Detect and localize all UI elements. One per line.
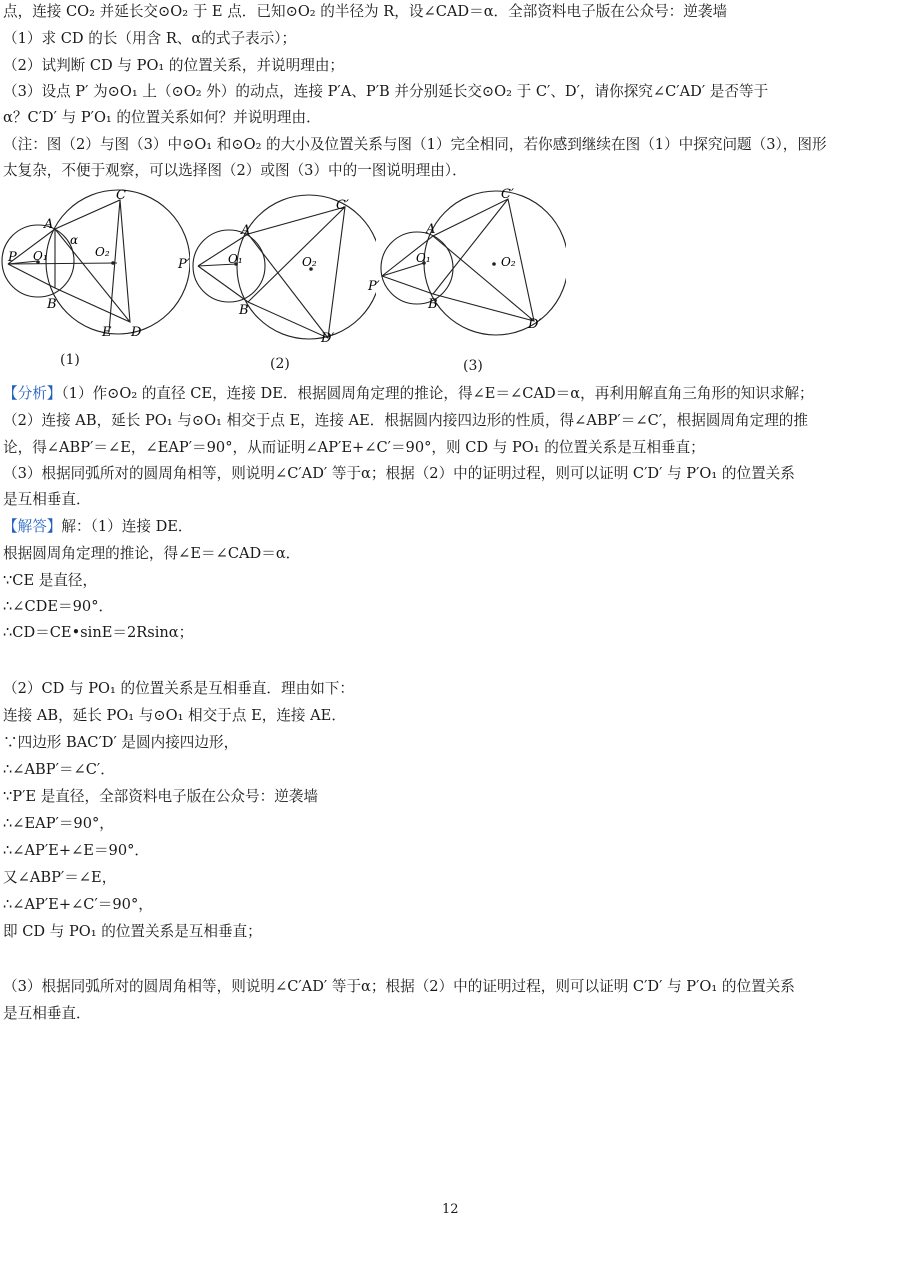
fig1-label-o1: O₁ — [33, 249, 48, 263]
figure-1-diagram — [0, 186, 190, 346]
fig1-label-e: E — [102, 325, 112, 340]
analysis-line-4: （3）根据同弧所对的圆周角相等，则说明∠C′AD′ 等于α；根据（2）中的证明过程，则可以证明 C′D′ 与 P′O₁ 的位置关系 — [3, 465, 795, 482]
figure-3-caption: (3) — [463, 358, 483, 374]
fig1-label-p: P — [8, 250, 17, 265]
fig2-label-c: C′ — [336, 198, 349, 213]
answer-line: 是互相垂直． — [3, 1005, 91, 1022]
fig1-label-b: B — [47, 297, 57, 312]
question-2: （2）试判断 CD 与 PO₁ 的位置关系，并说明理由； — [3, 57, 345, 74]
answer-line: ∵P′E 是直径，全部资料电子版在公众号：逆袭墙 — [3, 788, 318, 805]
fig3-label-b: B — [428, 297, 438, 312]
fig2-label-o1: O₁ — [228, 252, 243, 266]
answer-line: 又∠ABP′＝∠E， — [3, 869, 117, 886]
fig1-label-o2: O₂ — [95, 245, 110, 259]
analysis-text-1: （1）作⊙O₂ 的直径 CE，连接 DE．根据圆周角定理的推论，得∠E＝∠CAD＝α，再利用解直角三角形的知识求解； — [61, 385, 814, 402]
analysis-tag: 【分析】 — [3, 385, 62, 402]
fig3-label-d: D′ — [528, 317, 542, 332]
question-3-line-2: α？C′D′ 与 P′O₁ 的位置关系如何？并说明理由． — [3, 109, 321, 126]
answer-first: 解：（1）连接 DE． — [61, 518, 193, 535]
answer-line: ∴∠EAP′＝90°， — [3, 815, 114, 832]
analysis-line-1 — [3, 384, 814, 404]
fig3-label-a: A — [426, 222, 436, 237]
question-3-line-1: （3）设点 P′ 为⊙O₁ 上（⊙O₂ 外）的动点，连接 P′A、P′B 并分别延长交⊙O₂ 于 C′、D′，请你探究∠C′AD′ 是否等于 — [3, 83, 769, 100]
fig3-label-o1: O₁ — [416, 251, 431, 265]
answer-line: ∵CE 是直径， — [3, 572, 98, 589]
fig1-label-c: C — [116, 188, 126, 203]
fig2-label-p: P′ — [178, 257, 190, 272]
note-line-2: 太复杂，不便于观察，可以选择图（2）或图（3）中的一图说明理由）． — [3, 162, 467, 179]
page-number: 12 — [442, 1202, 459, 1217]
answer-line: ∴∠ABP′＝∠C′． — [3, 761, 115, 778]
fig1-label-a: A — [44, 217, 54, 232]
answer-line: ∴∠CDE＝90°． — [3, 598, 114, 615]
fig2-label-d: D′ — [321, 331, 335, 346]
fig2-label-b: B — [239, 303, 249, 318]
problem-line-1: 点，连接 CO₂ 并延长交⊙O₂ 于 E 点．已知⊙O₂ 的半径为 R，设∠CAD＝α．全部资料电子版在公众号：逆袭墙 — [3, 3, 728, 20]
fig2-label-o2: O₂ — [302, 255, 317, 269]
question-1: （1）求 CD 的长（用含 R、α的式子表示）； — [3, 30, 297, 47]
fig3-label-p: P′ — [368, 279, 380, 294]
answer-line: （2）CD 与 PO₁ 的位置关系是互相垂直．理由如下： — [3, 680, 354, 697]
figure-2-caption: (2) — [270, 356, 290, 372]
answer-line-0 — [3, 517, 193, 537]
answer-line: ∴CD＝CE•sinE＝2Rsinα； — [3, 624, 194, 641]
fig3-label-c: C′ — [501, 187, 514, 202]
answer-line: ∴∠AP′E+∠E＝90°． — [3, 842, 150, 859]
analysis-line-3: 论，得∠ABP′＝∠E，∠EAP′＝90°，从而证明∠AP′E+∠C′＝90°，则 CD 与 PO₁ 的位置关系是互相垂直； — [3, 439, 705, 456]
answer-line: ∵四边形 BAC′D′ 是圆内接四边形， — [3, 734, 239, 751]
fig2-label-a: A — [241, 223, 251, 238]
fig1-label-alpha: α — [70, 233, 79, 247]
answer-tag: 【解答】 — [3, 518, 62, 535]
answer-line: 根据圆周角定理的推论，得∠E＝∠CAD＝α． — [3, 545, 301, 562]
figure-3-diagram — [366, 186, 566, 346]
analysis-line-2: （2）连接 AB，延长 PO₁ 与⊙O₁ 相交于点 E，连接 AE．根据圆内接四边形的性质，得∠ABP′＝∠C′，根据圆周角定理的推 — [3, 412, 808, 429]
answer-line: ∴∠AP′E+∠C′＝90°， — [3, 896, 153, 913]
answer-line: 即 CD 与 PO₁ 的位置关系是互相垂直； — [3, 923, 262, 940]
fig3-label-o2: O₂ — [501, 255, 516, 269]
analysis-line-5: 是互相垂直． — [3, 491, 91, 508]
figure-2-diagram — [176, 186, 376, 346]
figure-1-caption: (1) — [60, 352, 80, 368]
note-line-1: （注：图（2）与图（3）中⊙O₁ 和⊙O₂ 的大小及位置关系与图（1）完全相同，若你感到继续在图（1）中探究问题（3），图形 — [3, 136, 827, 153]
fig1-label-d: D — [131, 325, 142, 340]
answer-line: 连接 AB，延长 PO₁ 与⊙O₁ 相交于点 E，连接 AE． — [3, 707, 346, 724]
answer-line: （3）根据同弧所对的圆周角相等，则说明∠C′AD′ 等于α；根据（2）中的证明过程，则可以证明 C′D′ 与 P′O₁ 的位置关系 — [3, 978, 795, 995]
